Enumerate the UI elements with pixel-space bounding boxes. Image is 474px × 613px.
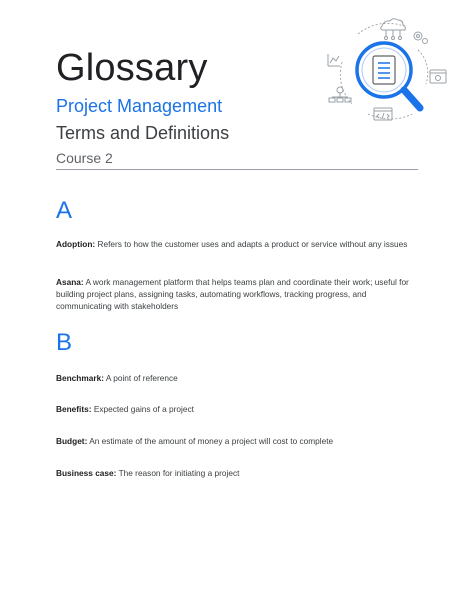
settings-window-icon	[430, 70, 446, 83]
entry-term: Business case:	[56, 468, 117, 478]
glossary-entry	[56, 372, 416, 384]
course-category: Project Management	[56, 96, 223, 116]
glossary-entry	[56, 276, 416, 312]
entry-term: Benefits:	[56, 404, 92, 414]
section-letter-a: A	[56, 197, 73, 224]
glossary-entry	[56, 435, 416, 447]
entry-definition: The reason for initiating a project	[118, 468, 240, 478]
glossary-entry	[56, 238, 416, 250]
entry-term: Adoption:	[56, 239, 96, 249]
entry-definition: A point of reference	[105, 373, 178, 383]
course-number: Course 2	[56, 150, 113, 166]
entry-definition: A work management platform that helps teams plan and coordinate their work; useful for building project plans, assigning tasks, automating workflows, tracking progress, and communicating with stakeholders	[56, 277, 409, 311]
entry-term: Asana:	[56, 277, 84, 287]
entry-term: Benchmark:	[56, 373, 104, 383]
magnifier	[357, 43, 420, 108]
glossary-entry	[56, 467, 416, 479]
entry-definition: Expected gains of a project	[93, 404, 194, 414]
magnifying-glass-document-icon	[322, 14, 450, 126]
header-divider	[56, 169, 418, 170]
entry-definition: Refers to how the customer uses and adapts a product or service without any issues	[97, 239, 408, 249]
gear-icon	[414, 32, 428, 44]
glossary-entry	[56, 403, 416, 415]
code-window-icon	[374, 108, 392, 120]
entry-definition: An estimate of the amount of money a project will cost to complete	[89, 436, 334, 446]
entry-term: Budget:	[56, 436, 88, 446]
page-title: Glossary	[56, 47, 208, 89]
page-subtitle: Terms and Definitions	[56, 123, 230, 143]
cloud-icon	[381, 19, 406, 40]
org-chart-icon	[329, 87, 351, 102]
section-letter-b: B	[56, 329, 73, 356]
chart-icon	[328, 54, 340, 66]
